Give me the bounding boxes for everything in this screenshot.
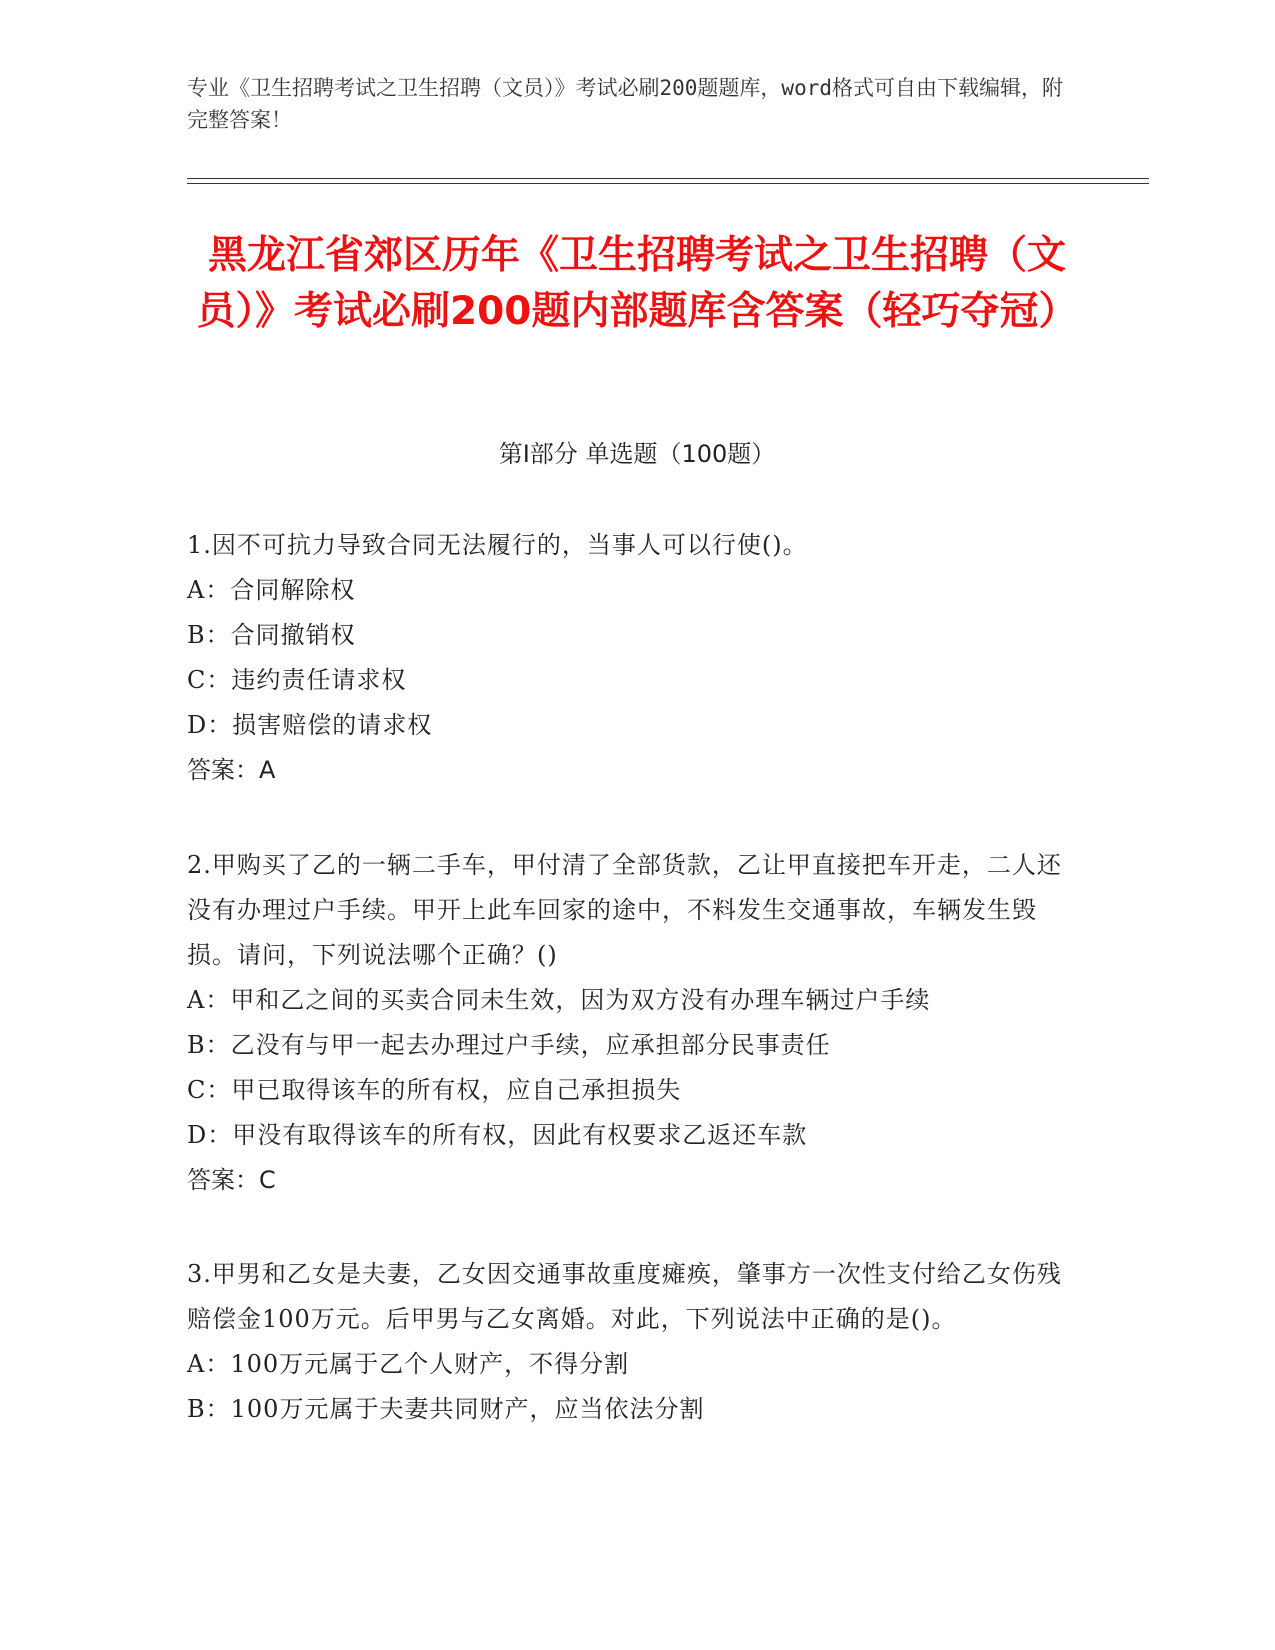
question-block [187,523,1067,793]
question-block [187,843,1067,1203]
option-d: D：甲没有取得该车的所有权，因此有权要求乙返还车款 [187,1121,808,1149]
question-text: 3.甲男和乙女是夫妻，乙女因交通事故重度瘫痪，肇事方一次性支付给乙女伤残赔偿金100万元。后甲男与乙女离婚。对此，下列说法中正确的是()。 [187,1260,1062,1333]
document-title: 黑龙江省郊区历年《卫生招聘考试之卫生招聘（文员）》考试必刷200题内部题库含答案（轻巧夺冠） [196,233,1078,334]
option-d: D：损害赔偿的请求权 [187,711,433,739]
answer-line: 答案：C [187,1166,276,1194]
question-text: 1.因不可抗力导致合同无法履行的，当事人可以行使()。 [187,531,808,559]
header-divider-bottom [187,183,1149,184]
question-text: 2.甲购买了乙的一辆二手车，甲付清了全部货款，乙让甲直接把车开走，二人还没有办理过户手续。甲开上此车回家的途中，不料发生交通事故，车辆发生毁损。请问，下列说法哪个正确？() [187,851,1062,969]
option-a: A：甲和乙之间的买卖合同未生效，因为双方没有办理车辆过户手续 [187,986,931,1014]
header-note: 专业《卫生招聘考试之卫生招聘（文员）》考试必刷200题题库，word格式可自由下载编辑，附完整答案！ [187,76,1063,132]
option-b: B：合同撤销权 [187,621,356,649]
option-a: A：合同解除权 [187,576,356,604]
question-block [187,1252,1067,1432]
section-title: 第Ⅰ部分 单选题（100题） [498,440,776,468]
header-divider-top [187,178,1149,179]
answer-line: 答案：A [187,756,276,784]
option-b: B：乙没有与甲一起去办理过户手续，应承担部分民事责任 [187,1031,831,1059]
option-c: C：甲已取得该车的所有权，应自己承担损失 [187,1076,682,1104]
option-c: C：违约责任请求权 [187,666,407,694]
option-b: B：100万元属于夫妻共同财产，应当依法分割 [187,1395,705,1423]
option-a: A：100万元属于乙个人财产，不得分割 [187,1350,630,1378]
